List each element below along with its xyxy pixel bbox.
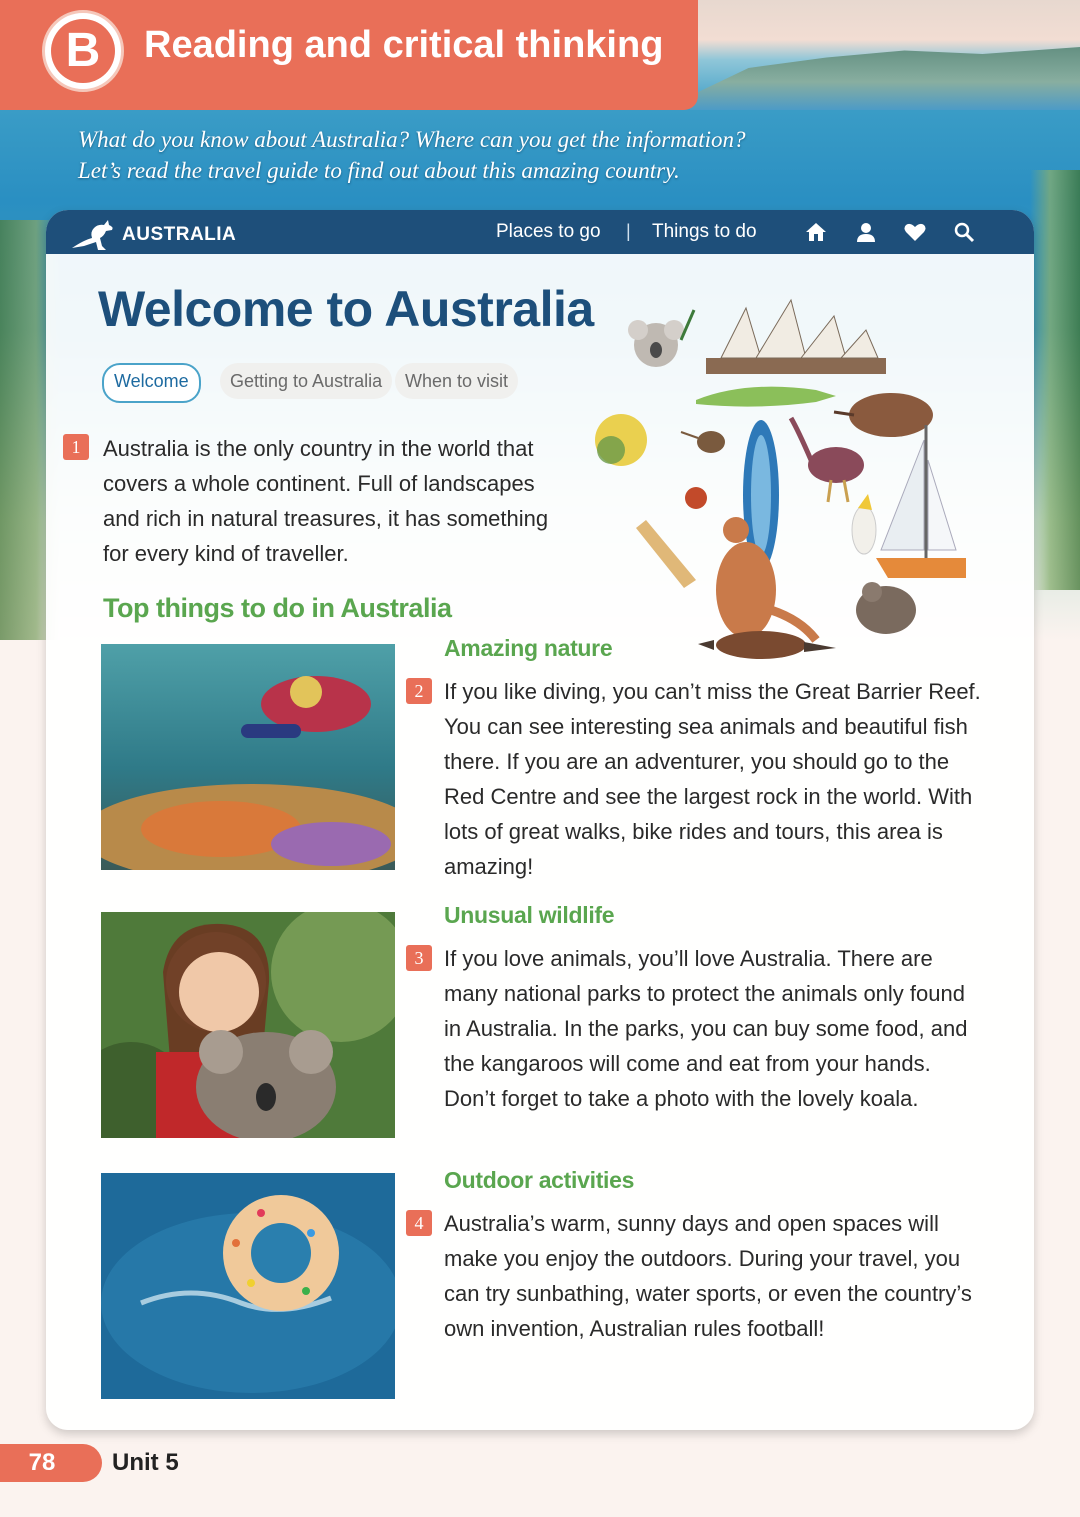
ball-icon bbox=[685, 487, 707, 509]
travel-guide-page bbox=[46, 210, 1034, 1430]
nav-places-to-go[interactable]: Places to go bbox=[496, 221, 601, 242]
paragraph-number-3: 3 bbox=[406, 945, 432, 971]
amazing-nature-paragraph: If you like diving, you can’t miss the Great Barrier Reef. You can see interesting sea animals and beautiful fish there. If you are an adventurer, you should go to the Red Centre and see the largest rock in the world. With lots of great walks, bike rides and tours, this area is amazing! bbox=[444, 679, 981, 879]
section-badge bbox=[42, 10, 124, 92]
section-letter: B bbox=[51, 19, 115, 83]
tab-welcome[interactable]: Welcome bbox=[102, 363, 201, 403]
brand-name: AUSTRALIA bbox=[122, 224, 237, 245]
emu-icon bbox=[791, 418, 864, 502]
koala-photo bbox=[101, 912, 395, 1138]
home-icon[interactable] bbox=[804, 220, 828, 244]
crocodile-icon bbox=[696, 387, 836, 407]
section-header bbox=[0, 0, 698, 110]
page-title: Welcome to Australia bbox=[98, 281, 594, 337]
tab-getting-to-australia[interactable]: Getting to Australia bbox=[220, 363, 392, 399]
heart-icon[interactable] bbox=[903, 220, 927, 244]
swimming-photo bbox=[101, 1173, 395, 1399]
sailboat-icon bbox=[876, 425, 966, 578]
wattle-flower-icon bbox=[595, 414, 647, 466]
nav-separator: | bbox=[626, 221, 631, 241]
australia-icons-illustration bbox=[586, 290, 966, 660]
paragraph-number-4: 4 bbox=[406, 1210, 432, 1236]
cockatoo-icon bbox=[852, 494, 876, 554]
cricket-bat-icon bbox=[636, 520, 696, 588]
outdoor-activities-heading: Outdoor activities bbox=[444, 1167, 635, 1193]
top-things-heading: Top things to do in Australia bbox=[103, 593, 452, 623]
unit-label: Unit 5 bbox=[112, 1449, 179, 1476]
echidna-icon bbox=[834, 393, 933, 437]
intro-questions bbox=[78, 124, 858, 186]
site-logo[interactable] bbox=[70, 218, 236, 252]
kiwi-bird-icon bbox=[681, 431, 725, 453]
tab-when-to-visit[interactable]: When to visit bbox=[395, 363, 518, 399]
kangaroo-icon bbox=[70, 218, 116, 252]
koala-icon bbox=[628, 310, 694, 367]
opera-house-icon bbox=[706, 300, 886, 374]
nav-things-to-do[interactable]: Things to do bbox=[652, 221, 757, 242]
amazing-nature-heading: Amazing nature bbox=[444, 635, 613, 661]
wombat-icon bbox=[856, 582, 916, 634]
outdoor-activities-paragraph: Australia’s warm, sunny days and open spaces will make you enjoy the outdoors. During your travel, you can try sunbathing, water sports, or even the country’s own invention, Australian rules football! bbox=[444, 1211, 972, 1341]
intro-paragraph: Australia is the only country in the world that covers a whole continent. Full of landscapes and rich in natural treasures, it has something for every kind of traveller. bbox=[103, 436, 549, 566]
paragraph-number-1: 1 bbox=[63, 434, 89, 460]
section-title: Reading and critical thinking bbox=[144, 24, 664, 66]
unusual-wildlife-heading: Unusual wildlife bbox=[444, 902, 615, 928]
intro-line-2: Let’s read the travel guide to find out about this amazing country. bbox=[78, 158, 680, 183]
page-number: 78 bbox=[0, 1444, 102, 1482]
palm-trees-right bbox=[1030, 170, 1080, 590]
diving-photo bbox=[101, 644, 395, 870]
paragraph-number-2: 2 bbox=[406, 678, 432, 704]
intro-line-1: What do you know about Australia? Where can you get the information? bbox=[78, 127, 746, 152]
user-icon[interactable] bbox=[854, 220, 878, 244]
unusual-wildlife-paragraph: If you love animals, you’ll love Australia. There are many national parks to protect the animals only found in Australia. In the parks, you can buy some food, and the kangaroos will come and eat from your hands. Don’t forget to take a photo with the lovely koala. bbox=[444, 946, 968, 1111]
site-navbar bbox=[46, 210, 1034, 254]
search-icon[interactable] bbox=[952, 220, 976, 244]
